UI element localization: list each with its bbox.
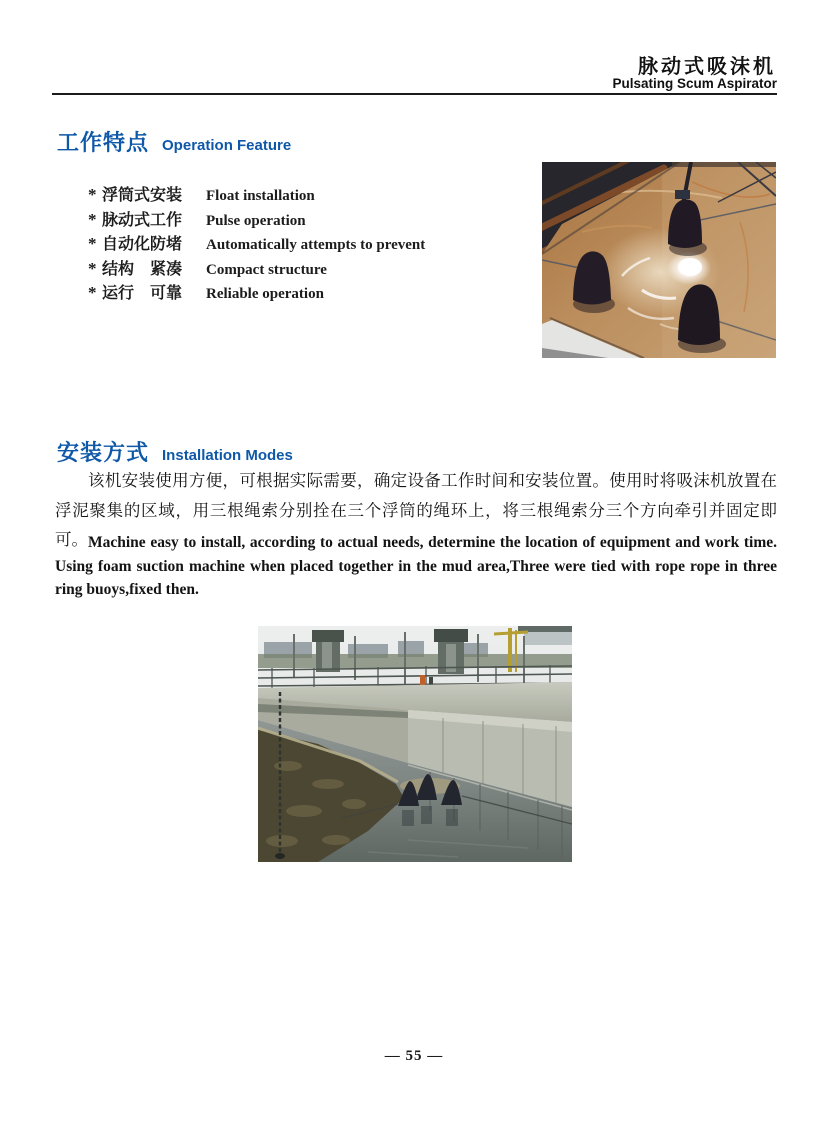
feature-en: Pulse operation (206, 212, 306, 229)
page-number: — 55 — (384, 1048, 444, 1064)
feature-en: Compact structure (206, 261, 327, 278)
section-heading-installation-modes (57, 436, 293, 467)
header-rule (52, 93, 777, 95)
list-item (88, 231, 425, 256)
doc-title-en: Pulsating Scum Aspirator (612, 76, 777, 91)
heading-en: Installation Modes (162, 447, 293, 464)
photo-scum-aspirator-in-tank (542, 162, 776, 358)
feature-zh: 运行 可靠 (102, 283, 183, 303)
feature-en: Float installation (206, 188, 315, 204)
feature-en: Reliable operation (206, 286, 324, 303)
bullet: * (88, 185, 97, 204)
bullet: * (88, 283, 97, 303)
section-heading-operation-feature (57, 126, 291, 157)
install-paragraph-en: Machine easy to install, according to actual needs, determine the location of equipment and work time. Using foam suction machine when placed together in the mud area,Three were tied with rope rope in three ring buoys,fixed then. (55, 534, 777, 598)
heading-zh: 工作特点 (57, 130, 150, 155)
list-item (88, 182, 425, 207)
list-item (88, 207, 425, 232)
list-item (88, 256, 425, 281)
plant-photo-graphic (258, 626, 572, 862)
list-item (88, 280, 425, 305)
feature-zh: 结构 紧凑 (102, 258, 183, 278)
photo-installation-site (258, 626, 572, 862)
bullet: * (88, 234, 97, 254)
install-paragraph-zh: 该机安装使用方便，可根据实际需要，确定设备工作时间和安装位置。使用时将吸沫机放置在浮泥聚集的区域，用三根绳索分别拴在三个浮筒的绳环上，将三根绳索分三个方向牵引并固定即可。 (55, 471, 777, 549)
feature-en: Automatically attempts to prevent (206, 237, 426, 254)
bullet: * (88, 209, 97, 229)
heading-zh: 安装方式 (57, 440, 150, 465)
feature-zh: 自动化防堵 (102, 234, 183, 254)
bullet: * (88, 258, 97, 278)
doc-title-zh: 脉动式吸沫机 (638, 54, 776, 78)
feature-zh: 脉动式工作 (102, 209, 183, 229)
heading-en: Operation Feature (162, 137, 292, 154)
feature-list (88, 182, 425, 305)
feature-zh: 浮筒式安装 (102, 185, 183, 204)
tank-photo-graphic (542, 162, 776, 358)
